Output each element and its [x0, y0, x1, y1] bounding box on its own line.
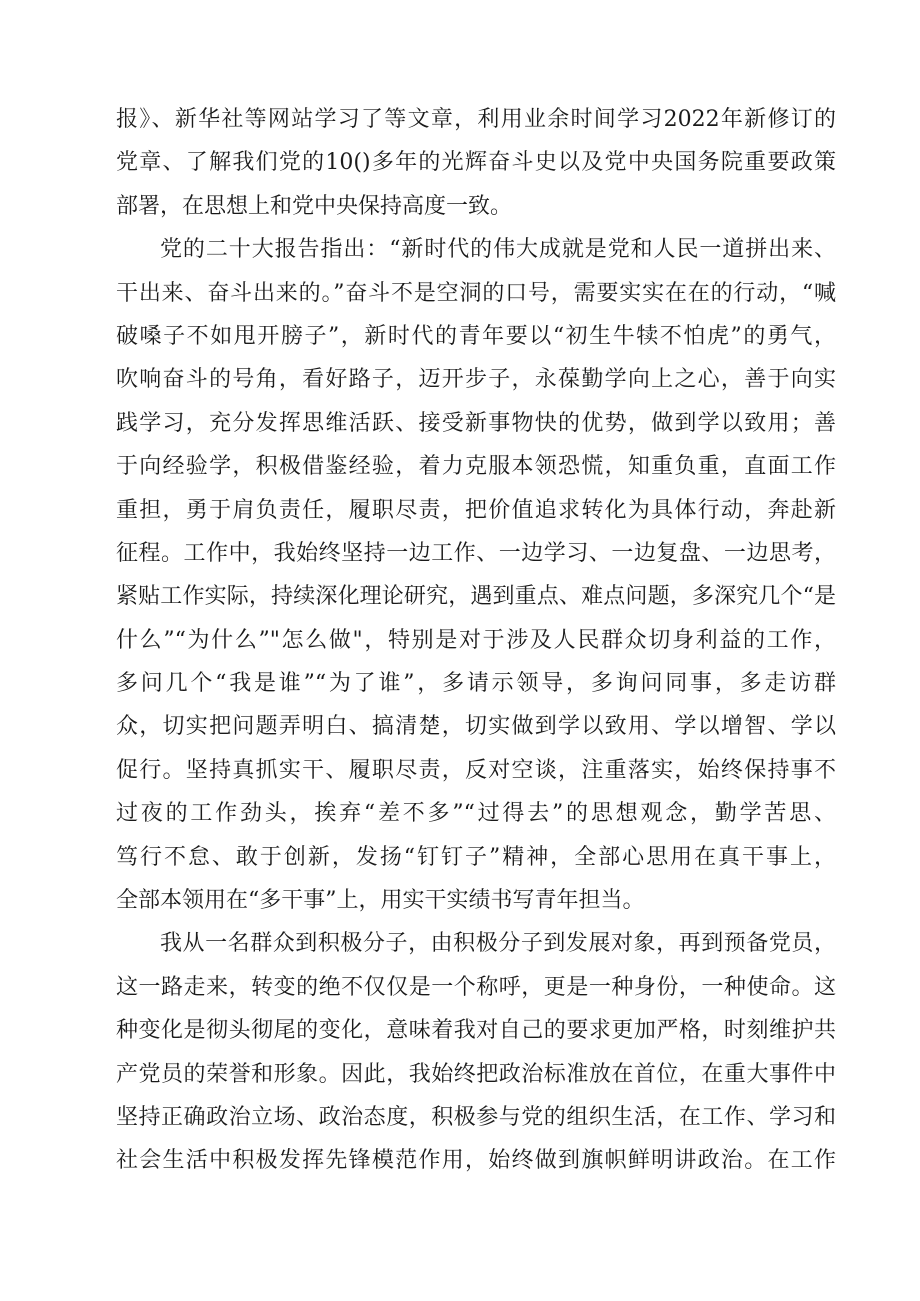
text-line: 笃行不怠、敢于创新，发扬“钉钉子”精神，全部心思用在真干事上，: [116, 844, 836, 870]
text-line: 干出来、奋斗出来的。”奋斗不是空洞的口号，需要实实在在的行动，“喊: [116, 280, 836, 306]
text-line: 过夜的工作劲头，挨弃“差不多”“过得去”的思想观念，勤学苦思、: [116, 801, 836, 827]
text-line: 党的二十大报告指出：“新时代的伟大成就是党和人民一道拼出来、: [160, 237, 836, 263]
text-line: 坚持正确政治立场、政治态度，积极参与党的组织生活，在工作、学习和: [116, 1104, 836, 1130]
text-line: 这一路走来，转变的绝不仅仅是一个称呼，更是一种身份，一种使命。这: [116, 974, 836, 1000]
text-line: 产党员的荣誉和形象。因此，我始终把政治标准放在首位，在重大事件中: [116, 1061, 836, 1087]
text-line: 党章、了解我们党的10()多年的光辉奋斗史以及党中央国务院重要政策: [116, 150, 836, 176]
text-line: 种变化是彻头彻尾的变化，意味着我对自己的要求更加严格，时刻维护共: [116, 1018, 836, 1044]
text-line: 全部本领用在“多干事”上，用实干实绩书写青年担当。: [116, 888, 645, 914]
text-line: 紧贴工作实际，持续深化理论研究，遇到重点、难点问题，多深究几个“是: [116, 584, 836, 610]
text-line: 众，切实把问题弄明白、搞清楚，切实做到学以致用、学以增智、学以: [116, 714, 836, 740]
text-line: 报》、新华社等网站学习了等文章，利用业余时间学习2022年新修订的: [116, 107, 836, 132]
text-line: 我从一名群众到积极分子，由积极分子到发展对象，再到预备党员，: [160, 931, 836, 957]
text-line: 促行。坚持真抓实干、履职尽责，反对空谈，注重落实，始终保持事不: [116, 757, 836, 783]
text-line: 多问几个“我是谁”“为了谁”，多请示领导，多询问同事，多走访群: [116, 671, 836, 697]
paragraph-3: [116, 922, 836, 1182]
text-line: 践学习，充分发挥思维活跃、接受新事物快的优势，做到学以致用；善: [116, 410, 836, 436]
text-line: 什么”“为什么”"怎么做"，特别是对于涉及人民群众切身利益的工作，: [116, 627, 836, 653]
text-line: 征程。工作中，我始终坚持一边工作、一边学习、一边复盘、一边思考，: [116, 540, 836, 566]
text-line: 破嗓子不如甩开膀子”，新时代的青年要以“初生牛犊不怕虎”的勇气，: [116, 323, 836, 349]
text-line: 部署，在思想上和党中央保持高度一致。: [116, 193, 513, 219]
paragraph-2: [116, 228, 836, 922]
text-line: 于向经验学，积极借鉴经验，着力克服本领恐慌，知重负重，直面工作: [116, 454, 836, 480]
document-body: [116, 98, 836, 1183]
text-line: 吹响奋斗的号角，看好路子，迈开步子，永葆勤学向上之心，善于向实: [116, 367, 836, 393]
paragraph-1: [116, 98, 836, 228]
text-line: 重担，勇于肩负责任，履职尽责，把价值追求转化为具体行动，奔赴新: [116, 497, 836, 523]
text-line: 社会生活中积极发挥先锋模范作用，始终做到旗帜鲜明讲政治。在工作: [116, 1148, 836, 1174]
